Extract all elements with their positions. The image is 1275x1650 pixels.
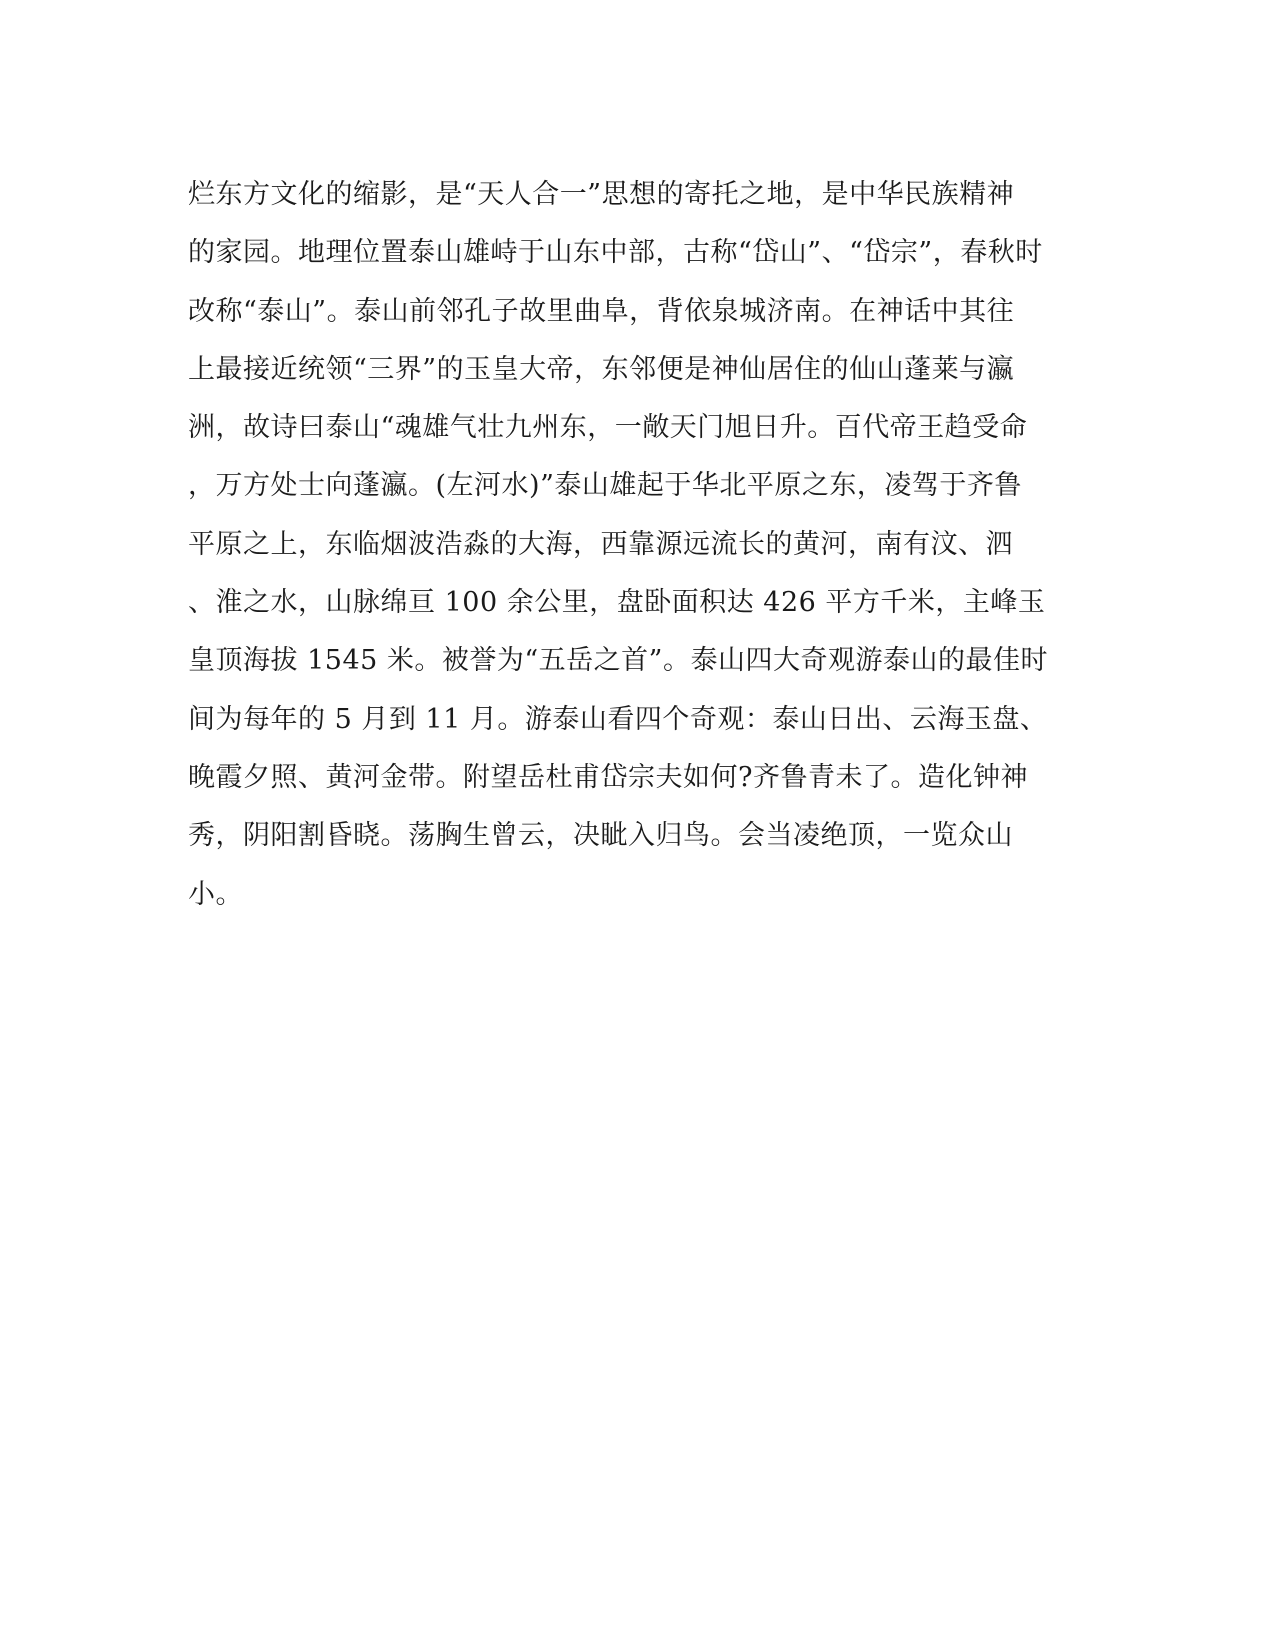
text-line: 小。 <box>188 878 243 910</box>
text-line: 平原之上，东临烟波浩淼的大海，西靠源远流长的黄河，南有汶、泗 <box>188 528 1013 560</box>
text-line: 烂东方文化的缩影，是“天人合一”思想的寄托之地，是中华民族精神 <box>188 179 1015 210</box>
text-line: 上最接近统领“三界”的玉皇大帝，东邻便是神仙居住的仙山蓬莱与瀛 <box>188 353 1015 385</box>
text-line: 的家园。地理位置泰山雄峙于山东中部，古称“岱山”、“岱宗”，春秋时 <box>188 237 1043 269</box>
text-line: 皇顶海拔 1545 米。被誉为“五岳之首”。泰山四大奇观游泰山的最佳时 <box>188 645 1048 677</box>
text-line: 洲，故诗曰泰山“魂雄气壮九州东，一敞天门旭日升。百代帝王趋受命 <box>188 412 1028 444</box>
text-line: 、淮之水，山脉绵亘 100 余公里，盘卧面积达 426 平方千米，主峰玉 <box>188 587 1046 619</box>
body-paragraph <box>188 166 1088 924</box>
text-line: 秀，阴阳割昏晓。荡胸生曾云，决眦入归鸟。会当凌绝顶，一览众山 <box>188 820 1013 852</box>
text-line: ，万方处士向蓬瀛。(左河水)”泰山雄起于华北平原之东，凌驾于齐鲁 <box>188 470 1022 502</box>
text-line: 改称“泰山”。泰山前邻孔子故里曲阜，背依泉城济南。在神话中其往 <box>188 295 1015 327</box>
text-line: 晚霞夕照、黄河金带。附望岳杜甫岱宗夫如何?齐鲁青未了。造化钟神 <box>188 761 1028 793</box>
text-line: 间为每年的 5 月到 11 月。游泰山看四个奇观：泰山日出、云海玉盘、 <box>188 703 1048 735</box>
